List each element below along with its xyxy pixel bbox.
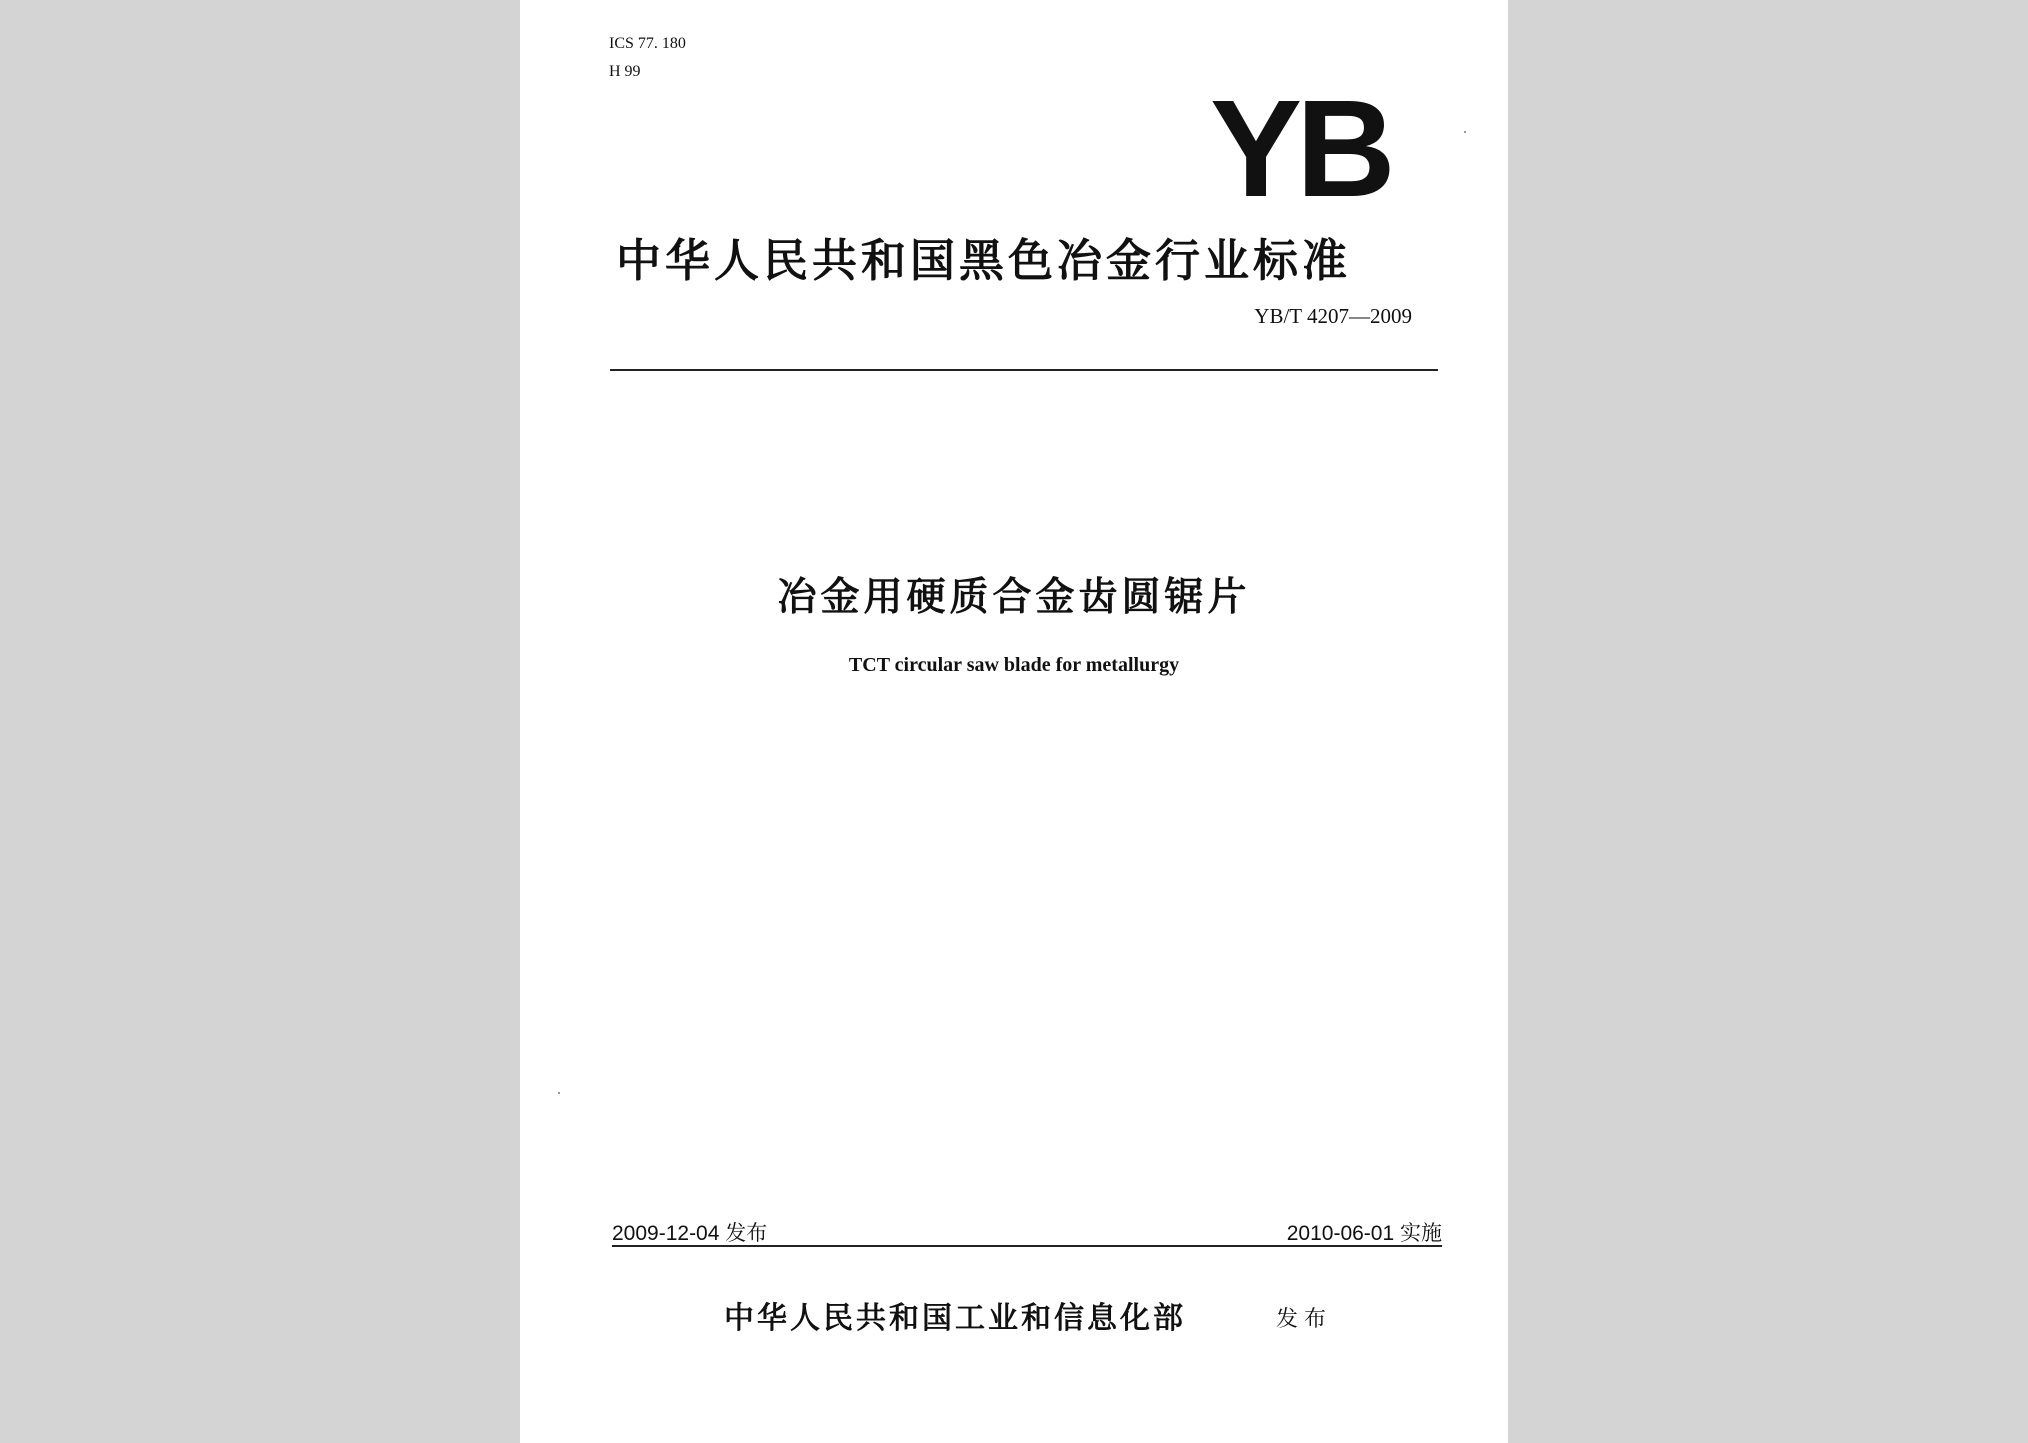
- yb-logo: YB: [1210, 72, 1390, 226]
- publish-label: 发布: [1276, 1307, 1333, 1332]
- scan-speck: [1464, 131, 1466, 133]
- title-english: TCT circular saw blade for metallurgy: [848, 654, 1180, 676]
- publisher: 中华人民共和国工业和信息化部: [724, 1301, 1186, 1336]
- classification-block: [609, 30, 686, 86]
- header-rule: [610, 369, 1438, 371]
- document-page: [520, 0, 1508, 1443]
- issue-date: 2009-12-04 发布: [612, 1222, 768, 1245]
- ics-code: ICS 77. 180: [609, 35, 686, 52]
- footer-rule: [612, 1245, 1442, 1247]
- standard-category: 中华人民共和国黑色冶金行业标准: [616, 234, 1352, 287]
- ccs-code: H 99: [609, 63, 641, 80]
- title-chinese: 冶金用硬质合金齿圆锯片: [777, 575, 1251, 620]
- standard-number: YB/T 4207—2009: [1254, 304, 1412, 328]
- scan-speck: [558, 1092, 560, 1094]
- implement-date: 2010-06-01 实施: [1286, 1222, 1442, 1245]
